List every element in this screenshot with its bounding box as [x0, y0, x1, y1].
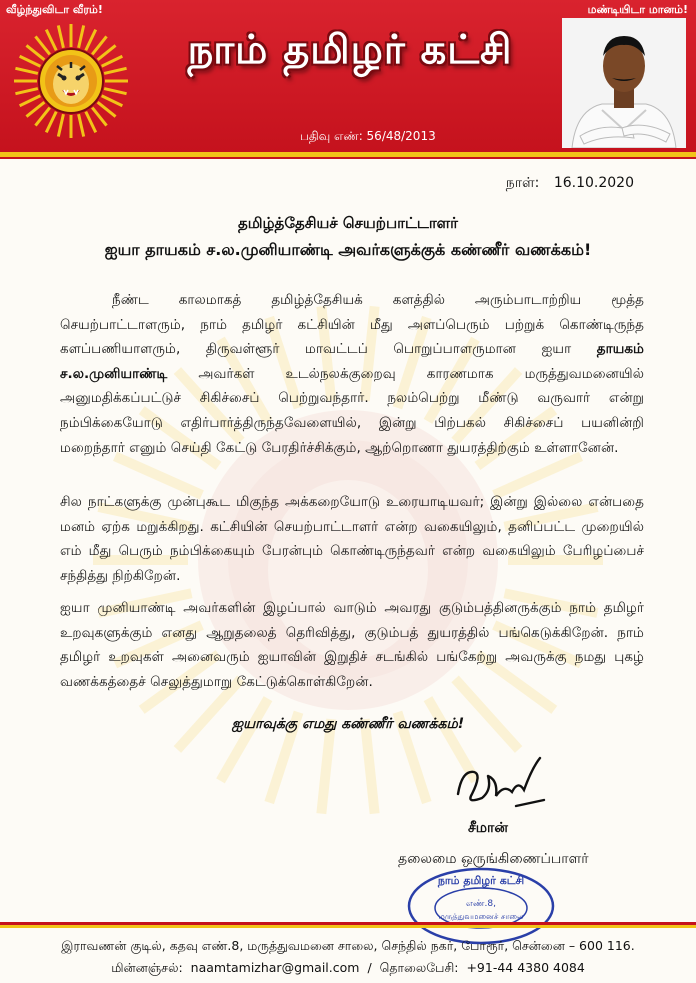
letterhead — [0, 0, 696, 152]
phone-label: தொலைபேசி: — [379, 960, 459, 975]
paragraph-2: சில நாட்களுக்கு முன்புகூட மிகுந்த அக்கறையோடு உரையாடியவர்; இன்று இல்லை என்பதை மனம் ஏற்க மறுக்கிறது. கட்சியின் செயற்பாட்டாளர் என்ற வகையிலும், தனிப்பட்ட முறையில் எம் மீது பெரும் நம்பிக்கையும் பேரன்பும் கொண்டிருந்தவர் என்ற வகையிலும் பேரிழப்பைச் சந்தித்து நிற்கிறேன். — [60, 494, 644, 584]
paragraph-1-end: அவர்கள் உடல்நலக்குறைவு காரணமாக மருத்துவமனையில் அனுமதிக்கப்பட்டுச் சிகிச்சைப் பெற்றுவந்தார். நலம்பெற்று மீண்டு வருவார் என்று நம்பிக்கையோடு எதிர்பார்த்திருந்தவேளையில், இன்று பிற்பகல் சிகிச்சைப் பயனின்றி மறைந்தார் எனும் செய்தி கேட்டு பேரதிர்ச்சிக்கும், ஆற்றொணா துயரத்திற்கும் உள்ளானேன். — [60, 365, 644, 456]
footer-rule-yellow — [0, 925, 696, 928]
signer-name: சீமான் — [468, 820, 508, 836]
party-seal-stamp — [406, 866, 556, 946]
email-label: மின்னஞ்சல்: — [111, 960, 183, 975]
letter-date — [506, 175, 634, 193]
phone-number[interactable]: +91-44 4380 4084 — [466, 960, 585, 975]
tiger-emblem-icon — [12, 22, 130, 140]
letter-title-line2: ஐயா தாயகம் ச.ல.முனியாண்டி அவர்களுக்குக் கண்ணீர் வணக்கம்! — [104, 240, 592, 259]
footer-address: இராவணன் குடில், கதவு எண்.8, மருத்துவமனை சாலை, செந்தில் நகர், போரூர், சென்னை – 600 116. — [61, 938, 635, 953]
svg-text:எண்.8,: எண்.8, — [466, 899, 496, 909]
leader-portrait — [562, 18, 686, 148]
signer-designation: தலைமை ஒருங்கிணைப்பாளர் — [398, 851, 589, 867]
date-value: 16.10.2020 — [553, 175, 634, 191]
contact-separator: / — [367, 960, 372, 975]
registration-number: பதிவு எண்: 56/48/2013 — [300, 129, 436, 143]
party-name: நாம் தமிழர் கட்சி — [187, 26, 513, 73]
svg-text:மருத்துவமனைச் சாலை: மருத்துவமனைச் சாலை — [438, 912, 524, 921]
paragraph-3: ஐயா முனியாண்டி அவர்களின் இழப்பால் வாடும் அவரது குடும்பத்தினருக்கும் நாம் தமிழர் உறவுகளுக்கும் எனது ஆறுதலைத் தெரிவித்து, குடும்பத் துயரத்தில் பங்கெடுக்கிறேன். நாம் தமிழர் உறவுகள் அனைவரும் ஐயாவின் இறுதிச் சடங்கில் பங்கேற்று அவருக்கு நமது புகழ் வணக்கத்தைச் செலுத்துமாறு கேட்டுக்கொள்கிறேன். — [60, 600, 644, 690]
header-band-red — [0, 157, 696, 159]
svg-text:நாம் தமிழர் கட்சி: நாம் தமிழர் கட்சி — [437, 874, 525, 887]
slogan-left: வீழ்ந்துவிடா வீரம்! — [6, 3, 103, 16]
paragraph-1-start: நீண்ட காலமாகத் தமிழ்த்தேசியக் களத்தில் அரும்பாடாற்றிய மூத்த செயற்பாட்டாளரும், நாம் தமிழர் கட்சியின் மீது அளப்பெரும் பற்றுக் கொண்டிருந்த களப்பணியாளரும், திருவள்ளூர் மாவட்டப் பொறுப்பாளருமான ஐயா — [60, 292, 644, 358]
email-address[interactable]: naamtamizhar@gmail.com — [190, 960, 360, 975]
footer-contact — [0, 960, 696, 977]
letter-title-line1: தமிழ்த்தேசியச் செயற்பாட்டாளர் — [237, 214, 459, 232]
closing-line: ஐயாவுக்கு எமது கண்ணீர் வணக்கம்! — [231, 716, 465, 732]
handwritten-signature — [452, 750, 552, 814]
paragraph-1 — [60, 288, 644, 460]
slogan-right: மண்டியிடா மானம்! — [587, 3, 688, 16]
deceased-name: தாயகம் ச.ல.முனியாண்டி — [60, 341, 644, 382]
date-label: நாள்: — [505, 175, 540, 191]
